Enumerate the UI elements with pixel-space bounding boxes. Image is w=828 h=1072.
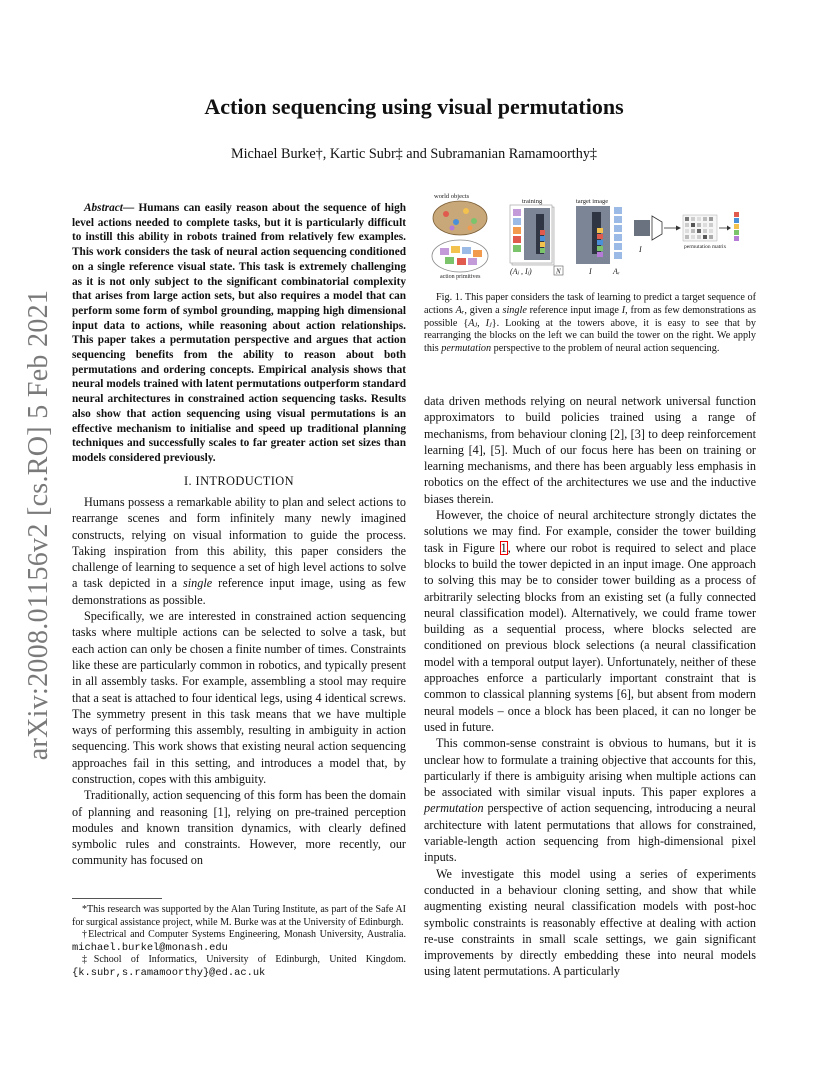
intro-paragraph-1: Humans possess a remarkable ability to plan and select actions to rearrange scenes and form infinitely many newly imagined constructs, relying on visual information to guide the process. Taking inspiration from this ability, this paper considers the challenge of learning to sequence a set of high level actions to solve a task depicted in a single reference input image, using as few demonstrations as possible. (72, 494, 406, 607)
world-object (443, 211, 449, 217)
action-primitive (462, 247, 471, 254)
tower-block (540, 248, 545, 253)
paper-title: Action sequencing using visual permutations (204, 94, 624, 119)
label-permutation-matrix: permutation matrix (684, 244, 727, 250)
footnote-funding: *This research was supported by the Alan Turing Institute, as part of the Safe AI for surgical assistance project, while M. Burke was at the University of Edinburgh. (72, 904, 406, 928)
output-action (734, 236, 739, 241)
section-heading-introduction: I. INTRODUCTION (184, 473, 294, 488)
footnote-monash: †Electrical and Computer Systems Engineering, Monash University, Australia. michael.burkel@monash.edu (72, 929, 406, 954)
network-input-image (634, 220, 650, 236)
tower-block (597, 234, 603, 239)
right-paragraph-2: However, the choice of neural architecture strongly dictates the solutions we may find. For example, consider the tower building task in Figure 1, where our robot is required to select and place blocks to build the tower depicted in an input image. One approach to solving this may be to consider tower building as a process of arbitrarily selecting blocks from an existing set (a fully connected neural classification model). Alternatively, we could frame tower building as a sequential process, where blocks selected are conditioned on previous block selections (a neural classification model with a temporal output layer). Unfortunately, neither of these approaches enforce a particularly important constraint that is common to classical planning systems [6], but absent from modern neural models – once a block has been placed, it can no longer be used in future. (424, 508, 756, 734)
label-world-objects: world objects (434, 193, 470, 200)
action-primitive (468, 258, 477, 265)
arxiv-identifier: arXiv:2008.01156v2 [cs.RO] 5 Feb 2021 (23, 289, 54, 761)
tower-block (597, 240, 603, 245)
output-action (734, 224, 739, 229)
target-action (614, 234, 622, 241)
tower-block (540, 230, 545, 235)
left-column (72, 201, 406, 869)
target-action (614, 216, 622, 223)
world-object (463, 208, 469, 214)
label-training: training (522, 198, 543, 205)
output-action (734, 230, 739, 235)
action-primitive (457, 258, 466, 265)
abstract (72, 201, 406, 466)
right-paragraph-1: data driven methods relying on neural network universal function approximators to build policies trained using a range of mechanisms, from behaviour cloning [2], [3] to deep reinforcement learning [4], [5]. Much of our focus here has been on training or learning mechanisms, and there has been arguably less emphasis in robotics on the effect of the architectures we use and the inductive biases therein. (424, 394, 756, 506)
world-object (453, 219, 459, 225)
arrow-head (727, 226, 731, 231)
footnote-edinburgh: ‡School of Informatics, University of Edinburgh, United Kingdom. {k.subr,s.ramamoorthy}@ed.ac.uk (72, 954, 406, 979)
training-action (513, 245, 521, 252)
abstract-text: — Humans can easily reason about the sequence of high level actions needed to complete tasks, but it is particularly difficult to instill this ability in robots trained from relatively few examples. This work considers the task of neural action sequencing conditioned on a single reference visual state. This task is extremely challenging as it is not only subject to the significant combinatorial complexity that arises from large action sets, but also requires a model that can perform some form of symbol grounding, mapping high dimensional input data to actions, while reasoning about action relationships. This paper takes a permutation perspective and argues that action sequencing benefits from the ability to reason about both permutations and ordering concepts. Empirical analysis shows that neural models trained with latent permutations outperform standard neural architectures in constrained action sequencing tasks. Results also show that action sequencing using visual permutations is an effective mechanism to initialise and speed up traditional planning techniques and successfully scales to far greater action set sizes than models considered previously. (72, 202, 406, 464)
output-action (734, 218, 739, 223)
action-primitive (445, 257, 454, 264)
tower-block (597, 246, 603, 251)
training-action (513, 227, 521, 234)
footnote-rule (72, 898, 162, 899)
target-action (614, 252, 622, 259)
world-object (450, 226, 455, 231)
email-link[interactable]: michael.burkel@monash.edu (72, 941, 228, 954)
right-column (424, 393, 756, 980)
label-network-i: I (639, 245, 642, 254)
figure-1 (430, 190, 760, 280)
label-target-i: I (589, 267, 592, 276)
arrow-head (676, 226, 681, 231)
abstract-label: Abstract (84, 202, 123, 214)
right-paragraph-3: This common-sense constraint is obvious to humans, but it is unclear how to formulate a training objective that accounts for this, particularly if there is ambiguity arising when multiple actions can be associated with similar visual inputs. This paper explores a permutation perspective of action sequencing, introducing a neural architecture with latent permutations that allows for constrained, variable-length action sequencing from high-dimensional pixel inputs. (424, 736, 756, 865)
training-action (513, 218, 521, 225)
tower-block (540, 242, 545, 247)
tower-block (597, 228, 603, 233)
figure-reference-link[interactable]: 1 (500, 540, 507, 555)
arxiv-identifier-stamp (14, 289, 64, 761)
action-primitive (440, 248, 449, 255)
training-action (513, 236, 521, 243)
label-target-image: target image (576, 198, 609, 205)
output-action (734, 212, 739, 217)
encoder-network (652, 216, 662, 240)
paper-authors: Michael Burke†, Kartic Subr‡ and Subramanian Ramamoorthy‡ (230, 146, 598, 162)
action-primitive (451, 246, 460, 253)
label-n: N (556, 267, 561, 276)
target-action (614, 225, 622, 232)
world-objects-table (433, 201, 487, 235)
action-primitive (473, 250, 482, 257)
target-action (614, 243, 622, 250)
training-action (513, 209, 521, 216)
label-action-primitives: action primitives (440, 274, 481, 280)
email-link[interactable]: {k.subr,s.ramamoorthy}@ed.ac.uk (72, 966, 266, 979)
footnotes (72, 904, 406, 980)
permutation-matrix (683, 215, 717, 241)
label-target-ar: Aᵣ (613, 267, 620, 276)
figure-1-caption: Fig. 1. This paper considers the task of learning to predict a target sequence of actions Aᵣ, given a single reference input image I, from as few demonstrations as possible {Aⱼ, Iⱼ}. Looking at the towers above, it is easy to see that by rearranging the blocks on the left we can build the tower on the right. We apply this permutation perspective to the problem of neural action sequencing. (424, 292, 757, 355)
tower-block (597, 252, 603, 257)
intro-paragraph-2: Specifically, we are interested in constrained action sequencing tasks where multiple actions can be selected to solve a task, but each action can only be chosen a finite number of times. Constraints like these are particularly common in robotics, and typically present in all assembly tasks. For example, assembling a stool may require that a seat is attached to four identical legs, using 4 identical screws. The symmetry present in this task means that we have multiple ways of performing this assembly, resulting in ambiguity in action sequencing. This work shows that existing neural action sequencing approaches fail in this setting, and introduces a model that, by construction, copes with this ambiguity. (72, 609, 406, 786)
world-object (468, 226, 473, 231)
tower-block (540, 236, 545, 241)
right-paragraph-4: We investigate this model using a series of experiments conducted in a behaviour cloning setting, and show that while augmenting existing neural classification models with post-hoc symbolic constraints is reasonably effective at dealing with action re-use constraints in small scale settings, we gain significant improvements by directly embedding these into neural models using latent permutations. A particularly (424, 866, 756, 979)
label-training-pair: (Aⱼ , Iⱼ) (510, 267, 532, 276)
world-object (471, 218, 477, 224)
intro-paragraph-3: Traditionally, action sequencing of this form has been the domain of planning and reasoning [1], relying on pre-trained perception modules and known transition dynamics, with clearly defined symbolic rules and constraints. However, more recently, our community has focused on (72, 788, 406, 868)
target-action (614, 207, 622, 214)
